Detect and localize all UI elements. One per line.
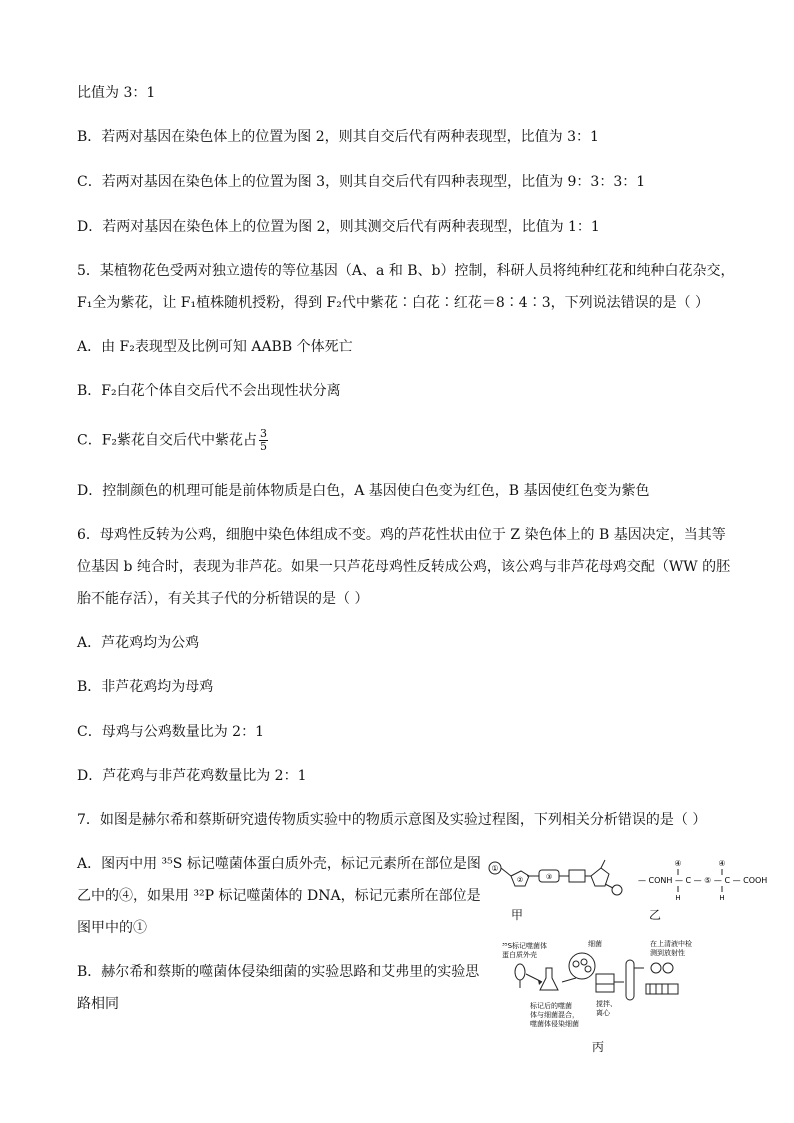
figure-bing-diagram — [500, 938, 700, 1038]
bing-phage-label: ³⁵S标记噬菌体 — [502, 942, 548, 950]
option-b-q4: B．若两对基因在染色体上的位置为图 2，则其自交后代有两种表现型，比值为 3：1 — [77, 129, 599, 145]
caption-yi: 乙 — [649, 908, 662, 922]
label-2: ② — [516, 876, 524, 884]
option-d-q5: D．控制颜色的机理可能是前体物质是白色，A 基因使白色变为红色，B 基因使红色变为紫色 — [77, 483, 650, 499]
bing-stir-label-2: 离心 — [596, 1009, 610, 1017]
option-a-q7: A．图丙中用 ³⁵S 标记噬菌体蛋白质外壳，标记元素所在部位是图 — [77, 856, 481, 872]
question-6-stem-cont: 位基因 b 纯合时，表现为非芦花。如果一只芦花母鸡性反转成公鸡，该公鸡与非芦花母鸡交配（WW 的胚 — [77, 559, 731, 575]
option-a-q7-cont: 乙中的④，如果用 ³²P 标记噬菌体的 DNA，标记元素所在部位是 — [77, 888, 481, 904]
yi-formula: — CONH — C — ⑤ — C — COOH — [638, 876, 768, 885]
yi-top-left: ④ — [674, 859, 682, 868]
bing-mix-label-1: 标记后的噬菌 — [530, 1002, 572, 1010]
label-3: ③ — [545, 873, 553, 881]
question-5-stem: 5．某植物花色受两对独立遗传的等位基因（A、a 和 B、b）控制，科研人员将纯种红花和纯种白花杂交， — [77, 263, 735, 279]
option-c-q4: C．若两对基因在染色体上的位置为图 3，则其自交后代有四种表现型，比值为 9：3：3：1 — [77, 174, 646, 190]
figure-jia-diagram — [487, 856, 627, 926]
option-a-q7-cont2: 图甲中的① — [77, 920, 147, 936]
fraction-denominator: 5 — [260, 440, 268, 453]
option-c-q5 — [77, 428, 268, 453]
fraction — [259, 428, 268, 453]
option-d-q4: D．若两对基因在染色体上的位置为图 2，则其测交后代有两种表现型，比值为 1：1 — [77, 219, 600, 235]
option-b-q6: B．非芦花鸡均为母鸡 — [77, 679, 214, 695]
question-6-stem: 6．母鸡性反转为公鸡，细胞中染色体组成不变。鸡的芦花性状由位于 Z 染色体上的 B 基因决定，当其等 — [77, 527, 726, 543]
yi-bottom-right: H — [719, 894, 725, 902]
fraction-numerator: 3 — [260, 427, 268, 440]
option-b-q7-cont: 路相同 — [77, 996, 119, 1012]
option-c-q6: C．母鸡与公鸡数量比为 2：1 — [77, 724, 264, 740]
option-c-q5-text: C．F₂紫花自交后代中紫花占 — [77, 432, 258, 449]
caption-bing: 丙 — [592, 1040, 605, 1054]
option-d-q6: D．芦花鸡与非芦花鸡数量比为 2：1 — [77, 768, 307, 784]
bing-bacteria-label: 细菌 — [588, 940, 602, 948]
question-6-stem-cont2: 胎不能存活），有关其子代的分析错误的是（ ） — [77, 591, 369, 607]
bing-detect-label-1: 在上清液中检 — [650, 940, 692, 948]
bing-coat-label: 蛋白质外壳 — [502, 951, 537, 959]
option-b-q7: B．赫尔希和蔡斯的噬菌体侵染细菌的实验思路和艾弗里的实验思 — [77, 964, 480, 980]
figure-jia — [487, 856, 627, 926]
option-b-q5: B．F₂白花个体自交后代不会出现性状分离 — [77, 383, 341, 399]
question-5-stem-cont: F₁全为紫花，让 F₁植株随机授粉，得到 F₂代中紫花∶白花∶红花＝8∶4∶3，下列说法错误的是（ ） — [77, 295, 710, 311]
bing-mix-label-3: 噬菌体侵染细菌 — [530, 1020, 579, 1028]
yi-top-right: ④ — [718, 859, 726, 868]
text-line: 比值为 3：1 — [77, 85, 156, 101]
label-1: ① — [491, 864, 499, 873]
option-a-q6: A．芦花鸡均为公鸡 — [77, 635, 200, 651]
figure-yi-diagram — [638, 856, 778, 904]
bing-mix-label-2: 体与细菌混合， — [530, 1011, 579, 1019]
option-a-q5: A．由 F₂表现型及比例可知 AABB 个体死亡 — [77, 339, 353, 355]
bing-detect-label-2: 测到放射性 — [650, 949, 685, 957]
figure-bing — [500, 938, 700, 1056]
bing-stir-label-1: 搅拌、 — [596, 1000, 617, 1008]
figure-yi — [638, 856, 778, 926]
question-7-stem: 7．如图是赫尔希和蔡斯研究遗传物质实验中的物质示意图及实验过程图，下列相关分析错误的是（ ） — [77, 812, 707, 828]
yi-bottom-left: H — [675, 894, 681, 902]
caption-jia: 甲 — [511, 908, 524, 922]
